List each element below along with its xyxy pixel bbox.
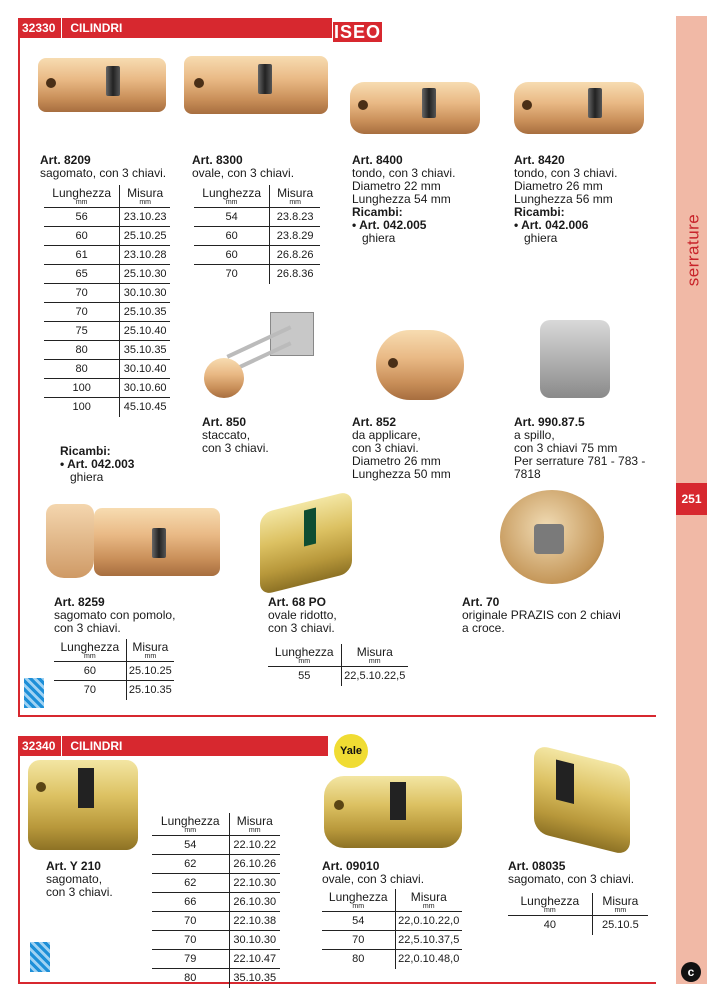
product-08035 [508, 860, 634, 886]
column-header-size: Misura mm [410, 890, 447, 910]
table-row [44, 398, 170, 417]
length-cell: 62 [152, 874, 229, 893]
spare-part-code: • Art. 042.003 [60, 457, 135, 471]
size-cell: 23.8.29 [270, 227, 320, 246]
table-row [54, 662, 174, 681]
section-bottom-rule [18, 982, 656, 984]
length-cell: 60 [194, 246, 270, 265]
cylinder-990-87-5-image [540, 320, 610, 398]
product-description: tondo, con 3 chiavi. [514, 166, 618, 180]
table-row [44, 322, 170, 341]
size-cell: 25.10.5 [592, 916, 648, 935]
length-cell: 70 [194, 265, 270, 284]
table-row [152, 950, 280, 969]
length-cell: 80 [322, 950, 395, 969]
length-cell: 100 [44, 379, 120, 398]
product-8400 [352, 154, 455, 245]
product-code: Art. 70 [462, 595, 500, 609]
size-cell: 22.10.38 [229, 912, 280, 931]
section-title: CILINDRI [70, 739, 123, 753]
product-8300 [192, 154, 294, 180]
table-row [268, 667, 408, 686]
side-category-label: serrature [683, 213, 702, 287]
product-spec: 7818 [514, 467, 541, 481]
product-68po [268, 596, 337, 635]
spare-parts-title: Ricambi: [514, 205, 565, 219]
size-cell: 35.10.35 [229, 969, 280, 988]
spare-parts-title: Ricambi: [352, 205, 403, 219]
table-row [44, 379, 170, 398]
column-header-size: Misura mm [127, 186, 164, 206]
spare-part-description: ghiera [362, 231, 396, 245]
column-header-size: Misura mm [132, 640, 169, 660]
product-description: con 3 chiavi. [202, 441, 269, 455]
column-header-length: Lunghezza mm [194, 185, 270, 208]
table-row [44, 246, 170, 265]
size-cell: 23.10.28 [120, 246, 170, 265]
spare-part-code: • Art. 042.006 [514, 218, 589, 232]
cylinder-09010-image [324, 776, 462, 848]
length-cell: 70 [44, 303, 120, 322]
size-cell: 35.10.35 [120, 341, 170, 360]
size-cell: 22.10.22 [229, 836, 280, 855]
size-cell: 30.10.30 [120, 284, 170, 303]
product-code: Art. 852 [352, 415, 397, 429]
table-body [54, 662, 174, 700]
product-code: Art. 990.87.5 [514, 415, 585, 429]
product-description: a croce. [462, 621, 505, 635]
blister-pack-icon [24, 678, 44, 708]
product-spec: Per serrature 781 - 783 - [514, 454, 646, 468]
table-row [194, 227, 320, 246]
size-cell: 22.10.47 [229, 950, 280, 969]
product-852 [352, 416, 451, 481]
table-row [194, 246, 320, 265]
table-row [322, 912, 462, 931]
table-8209 [44, 185, 170, 417]
length-cell: 54 [322, 912, 395, 931]
product-spec: Diametro 26 mm [352, 454, 441, 468]
product-description: con 3 chiavi. [46, 885, 113, 899]
cylinder-8209-image [38, 58, 166, 112]
length-cell: 70 [152, 931, 229, 950]
size-cell: 25.10.40 [120, 322, 170, 341]
table-body [322, 912, 462, 969]
product-description: ovale, con 3 chiavi. [322, 872, 425, 886]
product-description: staccato, [202, 428, 251, 442]
spare-parts-title: Ricambi: [60, 444, 111, 458]
table-row [152, 969, 280, 988]
product-description: con 3 chiavi. [268, 621, 335, 635]
length-cell: 75 [44, 322, 120, 341]
product-code: Art. 08035 [508, 859, 566, 873]
product-code: Art. Y 210 [46, 859, 101, 873]
table-08035 [508, 893, 648, 935]
product-spec: Diametro 22 mm [352, 179, 441, 193]
length-cell: 79 [152, 950, 229, 969]
product-description: ovale ridotto, [268, 608, 337, 622]
length-cell: 54 [194, 208, 270, 227]
length-cell: 80 [152, 969, 229, 988]
table-row [508, 916, 648, 935]
cylinder-y210-image [28, 760, 138, 850]
product-code: Art. 8420 [514, 153, 565, 167]
corner-badge: c [681, 962, 701, 982]
knob-8259-image [46, 504, 94, 578]
length-cell: 70 [54, 681, 126, 700]
section-code: 32340 [18, 736, 62, 756]
table-09010 [322, 889, 462, 969]
size-cell: 30.10.60 [120, 379, 170, 398]
length-cell: 40 [508, 916, 592, 935]
spare-part-description: ghiera [70, 470, 104, 484]
product-description: originale PRAZIS con 2 chiavi [462, 608, 621, 622]
product-y210 [46, 860, 113, 899]
size-cell: 22,5.10.22,5 [341, 667, 408, 686]
product-description: da applicare, [352, 428, 421, 442]
section-header [18, 736, 328, 756]
product-spec: Lunghezza 50 mm [352, 467, 451, 481]
size-cell: 22.10.30 [229, 874, 280, 893]
length-cell: 65 [44, 265, 120, 284]
table-row [44, 208, 170, 227]
column-header-size: Misura mm [602, 894, 639, 914]
product-8259 [54, 596, 175, 635]
size-cell: 30.10.30 [229, 931, 280, 950]
product-code: Art. 8259 [54, 595, 105, 609]
table-68po [268, 644, 408, 686]
spare-part-code: • Art. 042.005 [352, 218, 427, 232]
column-header-size: Misura mm [236, 814, 273, 834]
table-body [194, 208, 320, 284]
column-header-length: Lunghezza mm [54, 639, 126, 662]
size-cell: 23.10.23 [120, 208, 170, 227]
yale-logo: Yale [334, 734, 368, 768]
table-body [152, 836, 280, 988]
product-description: tondo, con 3 chiavi. [352, 166, 456, 180]
table-8259 [54, 639, 174, 700]
section-bottom-rule [18, 715, 656, 717]
product-description: ovale, con 3 chiavi. [192, 166, 295, 180]
product-code: Art. 8400 [352, 153, 403, 167]
section-code: 32330 [18, 18, 62, 38]
table-y210 [152, 813, 280, 988]
cylinder-8300-image [184, 56, 328, 114]
size-cell: 25.10.25 [120, 227, 170, 246]
cylinder-850-image [200, 312, 318, 398]
length-cell: 60 [44, 227, 120, 246]
page-number: 251 [676, 483, 707, 515]
table-row [44, 265, 170, 284]
column-header-length: Lunghezza mm [44, 185, 120, 208]
product-description: sagomato, con 3 chiavi. [508, 872, 635, 886]
length-cell: 100 [44, 398, 120, 417]
product-spec: Lunghezza 56 mm [514, 192, 613, 206]
table-body [508, 916, 648, 935]
length-cell: 54 [152, 836, 229, 855]
table-row [44, 360, 170, 379]
table-body [268, 667, 408, 686]
size-cell: 25.10.35 [126, 681, 174, 700]
size-cell: 45.10.45 [120, 398, 170, 417]
section-header [18, 18, 332, 38]
size-cell: 26.10.30 [229, 893, 280, 912]
cylinder-70-image [500, 490, 604, 584]
product-code: Art. 09010 [322, 859, 380, 873]
table-row [152, 836, 280, 855]
table-body [44, 208, 170, 417]
size-cell: 26.10.26 [229, 855, 280, 874]
size-cell: 22,0.10.48,0 [395, 950, 462, 969]
section-left-rule [18, 736, 20, 984]
product-description: sagomato con pomolo, [54, 608, 176, 622]
product-990-87-5 [514, 416, 645, 481]
cylinder-852-image [376, 330, 464, 400]
column-header-size: Misura mm [356, 645, 393, 665]
length-cell: 80 [44, 360, 120, 379]
size-cell: 26.8.26 [270, 246, 320, 265]
length-cell: 70 [152, 912, 229, 931]
table-8300 [194, 185, 320, 284]
size-cell: 25.10.35 [120, 303, 170, 322]
length-cell: 61 [44, 246, 120, 265]
product-description: a spillo, [514, 428, 555, 442]
blister-pack-icon [30, 942, 50, 972]
length-cell: 55 [268, 667, 341, 686]
product-code: Art. 8300 [192, 153, 243, 167]
table-row [322, 931, 462, 950]
table-row [54, 681, 174, 700]
cylinder-8420-image [514, 82, 644, 134]
length-cell: 80 [44, 341, 120, 360]
table-row [44, 227, 170, 246]
table-row [322, 950, 462, 969]
column-header-length: Lunghezza mm [508, 893, 592, 916]
column-header-size: Misura mm [277, 186, 314, 206]
product-code: Art. 68 PO [268, 595, 327, 609]
cylinder-8259-image [94, 508, 220, 576]
product-code: Art. 8209 [40, 153, 91, 167]
product-description: con 3 chiavi 75 mm [514, 441, 618, 455]
size-cell: 26.8.36 [270, 265, 320, 284]
length-cell: 70 [322, 931, 395, 950]
cylinder-8400-image [350, 82, 480, 134]
length-cell: 60 [54, 662, 126, 681]
product-description: con 3 chiavi. [54, 621, 121, 635]
table-row [44, 303, 170, 322]
table-row [152, 874, 280, 893]
column-header-length: Lunghezza mm [322, 889, 395, 912]
column-header-length: Lunghezza mm [152, 813, 229, 836]
table-row [44, 341, 170, 360]
length-cell: 66 [152, 893, 229, 912]
product-850 [202, 416, 269, 455]
length-cell: 56 [44, 208, 120, 227]
table-row [44, 284, 170, 303]
product-8209 [40, 154, 166, 180]
length-cell: 62 [152, 855, 229, 874]
product-spec: Diametro 26 mm [514, 179, 603, 193]
table-row [152, 893, 280, 912]
spare-part-description: ghiera [524, 231, 558, 245]
table-row [152, 931, 280, 950]
table-row [152, 912, 280, 931]
product-8420 [514, 154, 617, 245]
product-09010 [322, 860, 424, 886]
size-cell: 22,0.10.22,0 [395, 912, 462, 931]
size-cell: 25.10.25 [126, 662, 174, 681]
size-cell: 22,5.10.37,5 [395, 931, 462, 950]
size-cell: 25.10.30 [120, 265, 170, 284]
product-spec: Lunghezza 54 mm [352, 192, 451, 206]
product-code: Art. 850 [202, 415, 247, 429]
table-row [194, 208, 320, 227]
length-cell: 70 [44, 284, 120, 303]
spare-parts-8209 [60, 445, 134, 484]
product-description: sagomato, con 3 chiavi. [40, 166, 167, 180]
length-cell: 60 [194, 227, 270, 246]
iseo-logo: ISEO [334, 22, 382, 42]
table-row [152, 855, 280, 874]
column-header-length: Lunghezza mm [268, 644, 341, 667]
product-70 [462, 596, 621, 635]
product-description: sagomato, [46, 872, 103, 886]
size-cell: 23.8.23 [270, 208, 320, 227]
product-description: con 3 chiavi. [352, 441, 419, 455]
size-cell: 30.10.40 [120, 360, 170, 379]
section-left-rule [18, 18, 20, 716]
table-row [194, 265, 320, 284]
section-title: CILINDRI [70, 21, 123, 35]
